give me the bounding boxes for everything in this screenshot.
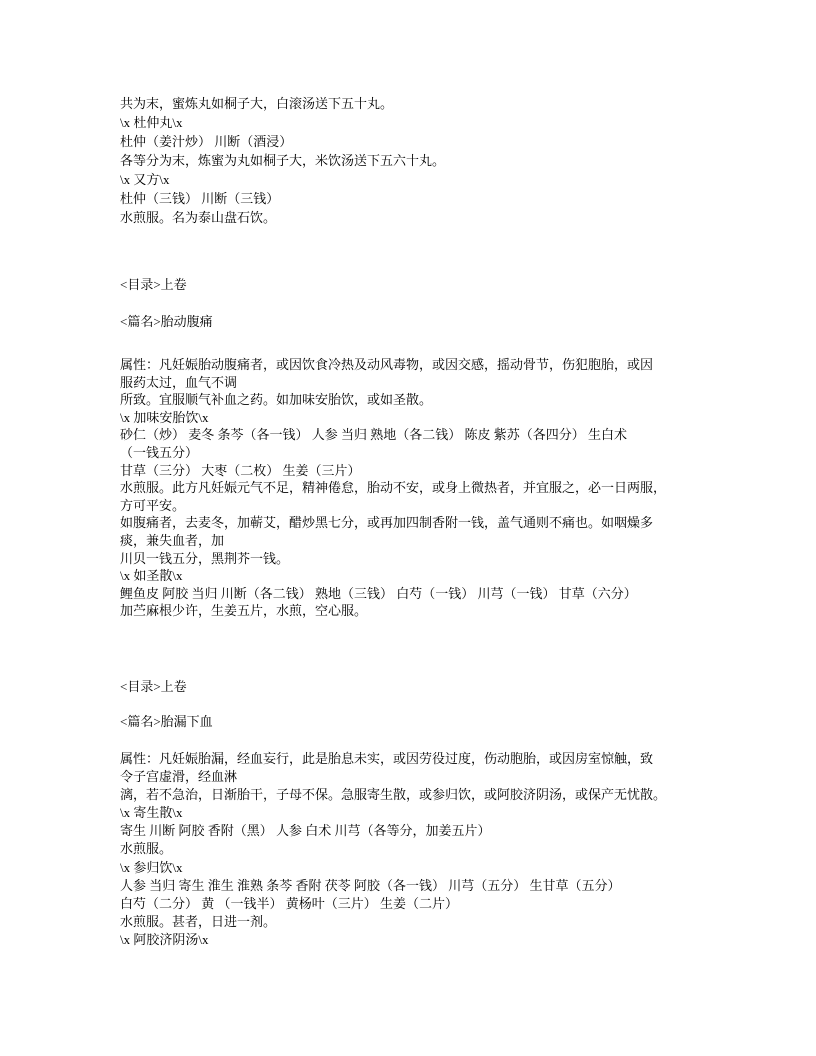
text-line: 属性：凡妊娠胎动腹痛者，或因饮食冷热及动风毒物，或因交感，摇动骨节，伤犯胞胎，或因: [120, 357, 654, 372]
text-line: （一钱五分）: [120, 444, 199, 460]
text-block-dzw: [120, 94, 700, 227]
text-block-section3: [120, 750, 700, 949]
text-line: 水煎服。名为泰山盘石饮。: [120, 210, 277, 225]
text-line: 加苎麻根少许，生姜五片，水煎，空心服。: [120, 603, 368, 619]
formula-heading: \x 杜仲丸\x: [120, 115, 183, 130]
text-line: 属性：凡妊娠胎漏，经血妄行，此是胎息未实，或因劳役过度，伤动胞胎，或因房室惊触，致: [120, 751, 654, 766]
text-line: 如腹痛者，去麦冬，加蕲艾，醋炒黑七分，或再加四制香附一钱，盖气通则不痛也。如咽燥多: [120, 515, 654, 531]
text-line: 杜仲（三钱） 川断（三钱）: [120, 191, 280, 206]
text-line: 寄生 川断 阿胶 香附（黑） 人参 白术 川芎（各等分，加姜五片）: [120, 823, 491, 839]
text-line: 所致。宜服顺气补血之药。如加味安胎饮，或如圣散。: [120, 392, 433, 408]
formula-heading: \x 又方\x: [120, 172, 170, 187]
text-line: 各等分为末，炼蜜为丸如桐子大，米饮汤送下五六十丸。: [120, 153, 446, 168]
text-line: 砂仁（炒） 麦冬 条芩（各一钱） 人参 当归 熟地（各二钱） 陈皮 紫苏（各四分） 生白术: [120, 427, 628, 443]
text-line: 服药太过，血气不调: [120, 374, 238, 390]
catalog-label: <目录>上卷: [120, 277, 187, 292]
text-line: 白芍（二分） 黄 （一钱半） 黄杨叶（三片） 生姜（二片）: [120, 895, 459, 911]
formula-heading: \x 寄生散\x: [120, 805, 183, 821]
text-line: 杜仲（姜汁炒） 川断（酒浸）: [120, 134, 293, 149]
text-line: 水煎服。甚者，日进一剂。: [120, 913, 277, 929]
text-line: 水煎服。: [120, 841, 173, 857]
text-line: 方可平安。: [120, 497, 186, 513]
text-line: 人参 当归 寄生 淮生 淮熟 条芩 香附 茯苓 阿胶（各一钱） 川芎（五分） 生甘草（五分）: [120, 877, 621, 893]
text-line: 痰，兼失血者，加: [120, 532, 225, 548]
formula-heading: \x 阿胶济阴汤\x: [120, 931, 209, 947]
catalog-label: <目录>上卷: [120, 679, 187, 694]
chapter-title: <篇名>胎漏下血: [120, 714, 213, 729]
text-line: 漓，若不急治，日渐胎干，子母不保。急服寄生散，或参归饮，或阿胶济阴汤，或保产无忧散。: [120, 787, 667, 803]
text-line: 令子宫虚滑，经血淋: [120, 769, 238, 785]
text-line: 鲤鱼皮 阿胶 当归 川断（各二钱） 熟地（三钱） 白芍（一钱） 川芎（一钱） 甘草（六分）: [120, 585, 637, 601]
formula-heading: \x 加味安胎饮\x: [120, 409, 209, 425]
chapter-title: <篇名>胎动腹痛: [120, 314, 213, 329]
text-line: 川贝一钱五分，黑荆芥一钱。: [120, 550, 290, 566]
formula-heading: \x 参归饮\x: [120, 859, 183, 875]
text-line: 甘草（三分） 大枣（二枚） 生姜（三片）: [120, 462, 361, 478]
text-block-section2: [120, 356, 700, 620]
formula-heading: \x 如圣散\x: [120, 568, 183, 584]
text-line: 水煎服。此方凡妊娠元气不足，精神倦怠，胎动不安，或身上微热者，并宜服之，必一日两服，: [120, 480, 667, 496]
text-line: 共为末，蜜炼丸如桐子大，白滚汤送下五十丸。: [120, 96, 394, 111]
